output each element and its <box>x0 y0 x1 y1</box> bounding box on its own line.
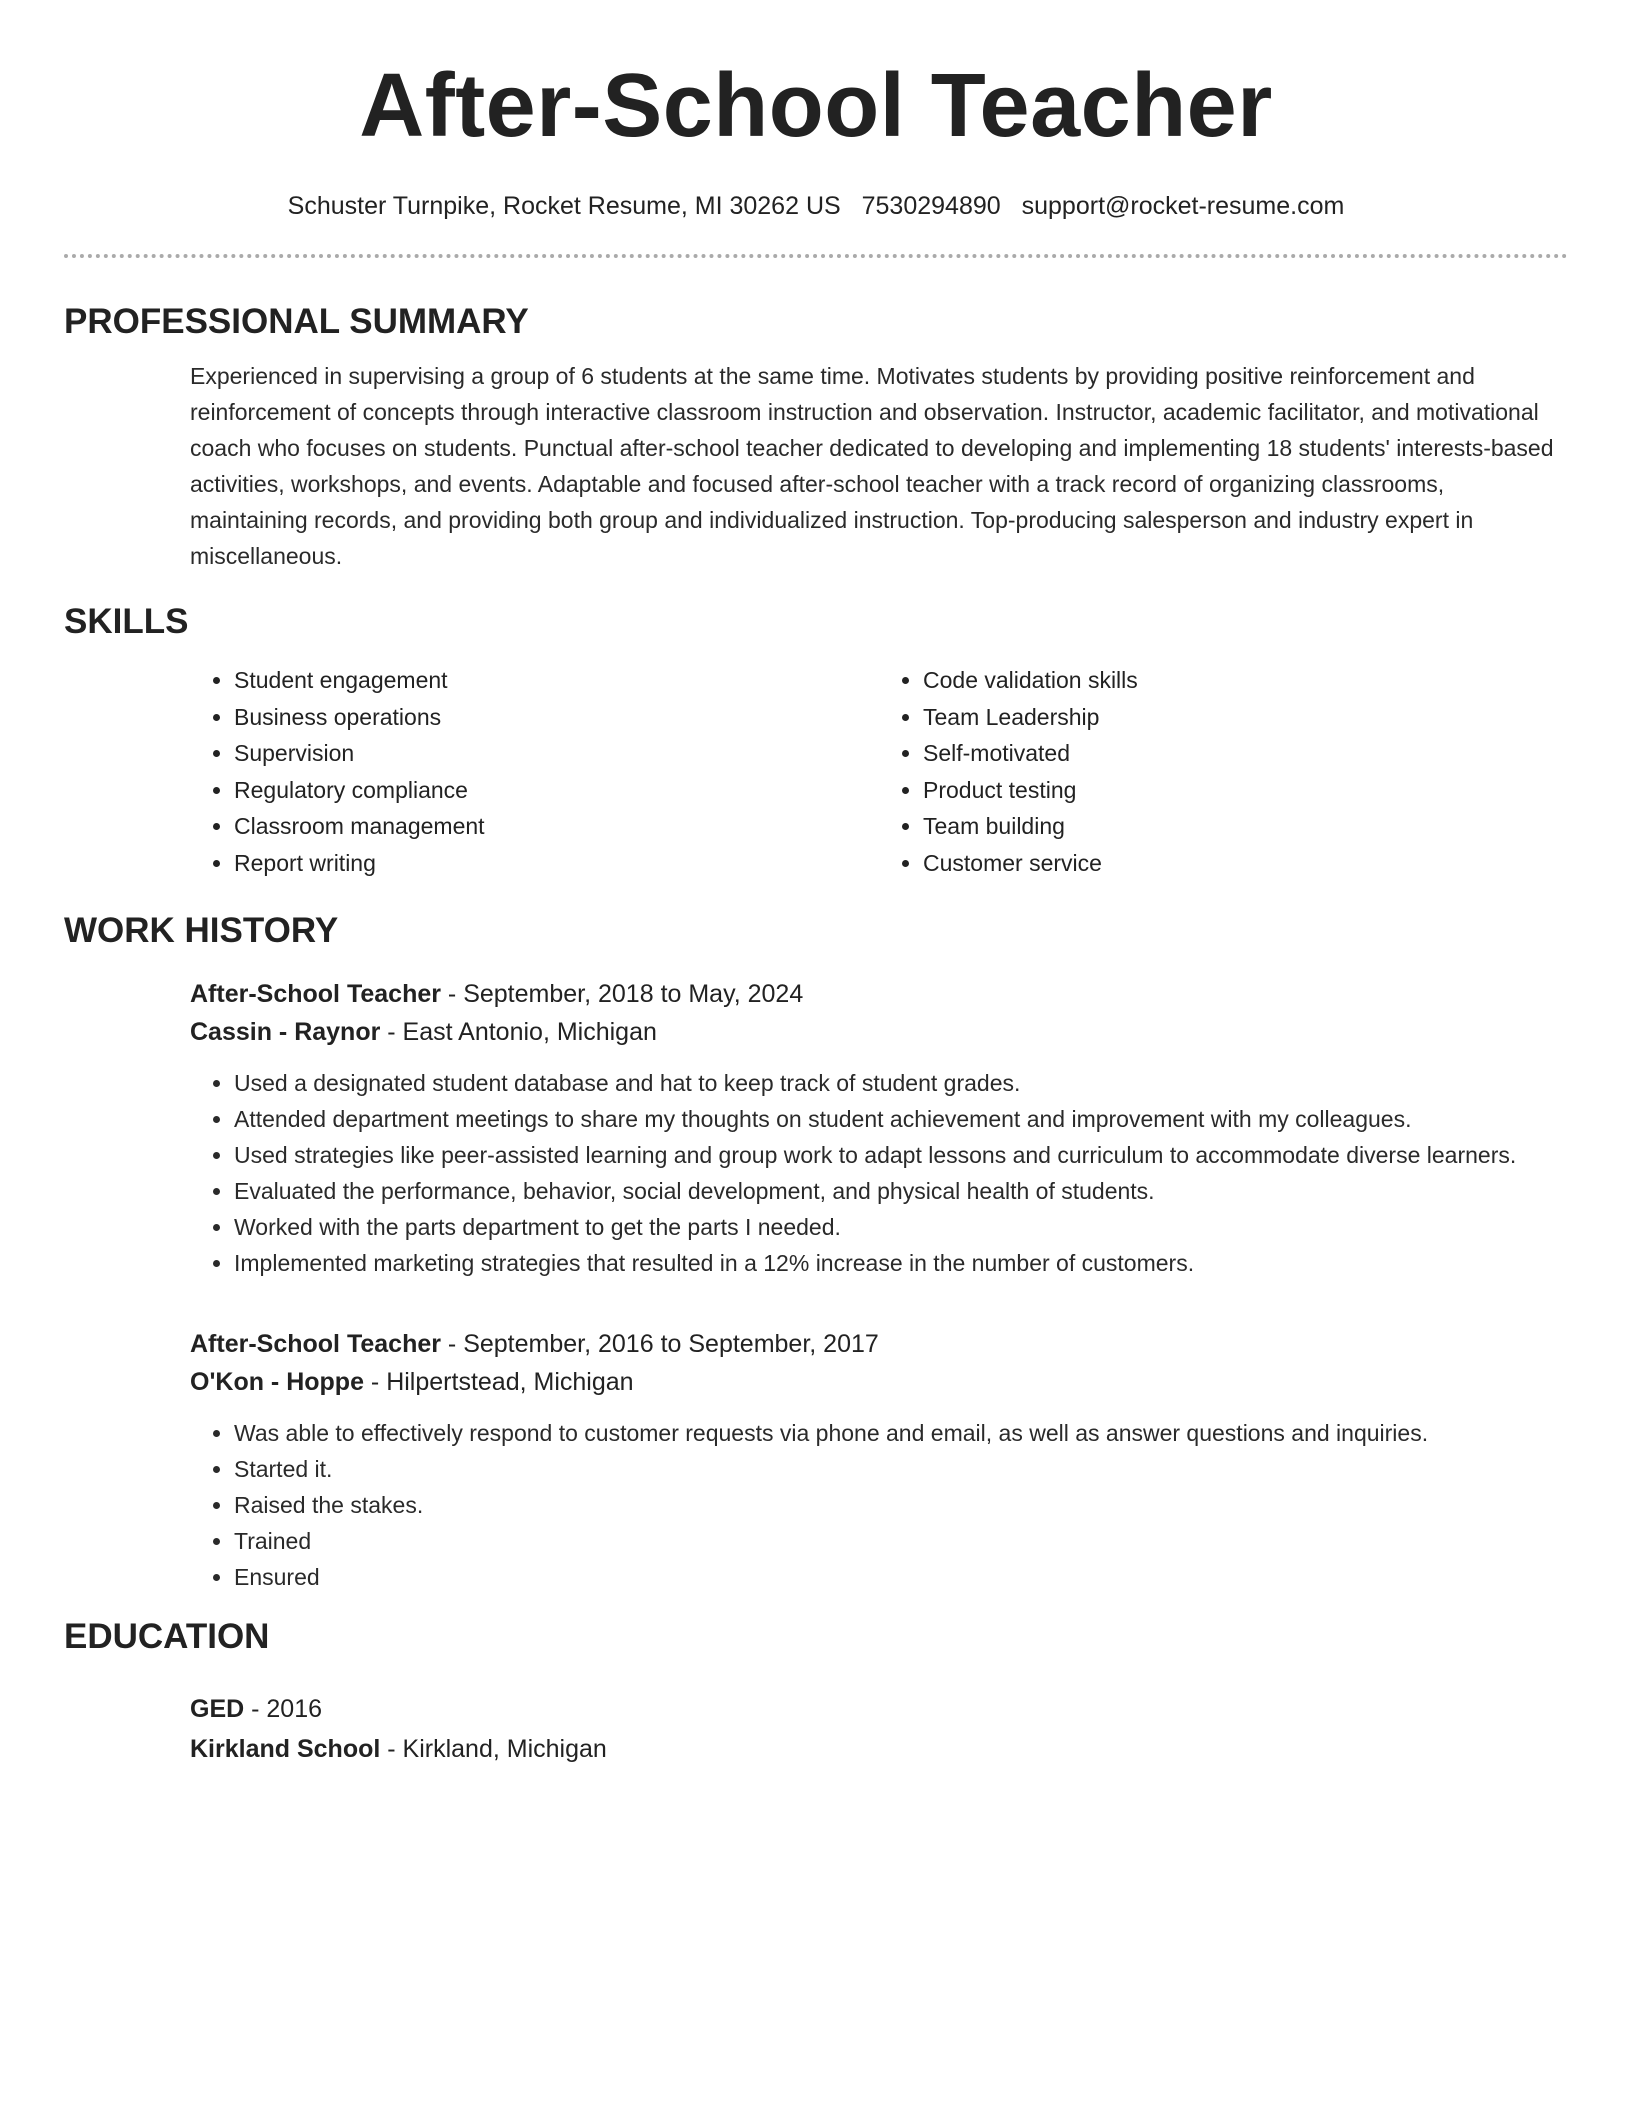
skills-column-right <box>879 662 1568 881</box>
education-heading: EDUCATION <box>64 1617 270 1656</box>
job-entry <box>190 975 1568 1281</box>
skill-item: • Customer service <box>923 845 1568 882</box>
skill-item: • Supervision <box>234 735 879 772</box>
job-bullet: • Ensured <box>234 1559 1568 1595</box>
job-dates: - September, 2018 to May, 2024 <box>440 980 804 1008</box>
job-bullet: • Raised the stakes. <box>234 1487 1568 1523</box>
job-bullet: • Was able to effectively respond to customer requests via phone and email, as well as answer questions and inquiries. <box>234 1415 1568 1451</box>
skill-item: • Classroom management <box>234 808 879 845</box>
skill-item: • Student engagement <box>234 662 879 699</box>
education-year: - 2016 <box>244 1695 323 1723</box>
skills-column-left <box>190 662 879 881</box>
job-entry <box>190 1325 1568 1595</box>
job-company-line <box>190 1363 1568 1401</box>
skills-heading: SKILLS <box>64 602 189 641</box>
job-bullet: • Started it. <box>234 1451 1568 1487</box>
job-bullet: • Attended department meetings to share my thoughts on student achievement and improvement with my colleagues. <box>234 1101 1568 1137</box>
work-history-heading: WORK HISTORY <box>64 911 339 950</box>
education-entry <box>190 1689 1568 1769</box>
job-company: O'Kon - Hoppe <box>190 1368 364 1396</box>
skill-item: • Business operations <box>234 699 879 736</box>
contact-line <box>64 190 1568 222</box>
skill-item: • Regulatory compliance <box>234 772 879 809</box>
job-dates: - September, 2016 to September, 2017 <box>440 1330 879 1358</box>
skill-item: • Self-motivated <box>923 735 1568 772</box>
job-company: Cassin - Raynor <box>190 1018 381 1046</box>
education-degree-line <box>190 1689 1568 1729</box>
education-school-line <box>190 1729 1568 1769</box>
job-bullet: • Worked with the parts department to get the parts I needed. <box>234 1209 1568 1245</box>
skills-list <box>190 662 1568 881</box>
job-title-line <box>190 975 1568 1013</box>
skill-item: • Report writing <box>234 845 879 882</box>
contact-address: Schuster Turnpike, Rocket Resume, MI 30262 US <box>287 192 841 220</box>
education-location: - Kirkland, Michigan <box>380 1735 607 1763</box>
job-bullet: • Used strategies like peer-assisted learning and group work to adapt lessons and curriculum to accommodate diverse learners. <box>234 1137 1568 1173</box>
summary-heading: PROFESSIONAL SUMMARY <box>64 302 529 341</box>
contact-phone: 7530294890 <box>861 192 1001 220</box>
job-bullets <box>190 1415 1568 1595</box>
header-divider <box>64 254 1568 258</box>
job-bullet: • Used a designated student database and hat to keep track of student grades. <box>234 1065 1568 1101</box>
skill-item: • Product testing <box>923 772 1568 809</box>
skill-item: • Code validation skills <box>923 662 1568 699</box>
skill-item: • Team Leadership <box>923 699 1568 736</box>
contact-email: support@rocket-resume.com <box>1021 192 1345 220</box>
job-title-line <box>190 1325 1568 1363</box>
job-bullet: • Trained <box>234 1523 1568 1559</box>
education-degree: GED <box>190 1695 245 1723</box>
job-bullet: • Implemented marketing strategies that resulted in a 12% increase in the number of customers. <box>234 1245 1568 1281</box>
job-location: - East Antonio, Michigan <box>380 1018 657 1046</box>
job-bullets <box>190 1065 1568 1281</box>
skill-item: • Team building <box>923 808 1568 845</box>
job-location: - Hilpertstead, Michigan <box>363 1368 634 1396</box>
job-role: After-School Teacher <box>190 1330 441 1358</box>
candidate-name: After-School Teacher <box>359 56 1273 156</box>
education-school: Kirkland School <box>190 1735 381 1763</box>
job-company-line <box>190 1013 1568 1051</box>
job-role: After-School Teacher <box>190 980 441 1008</box>
job-bullet: • Evaluated the performance, behavior, social development, and physical health of students. <box>234 1173 1568 1209</box>
summary-text: Experienced in supervising a group of 6 students at the same time. Motivates students by providing positive reinforcement and reinforcement of concepts through interactive classroom instruction and observation. Instructor, academic facilitator, and motivational coach who focuses on students. Punctual after-school teacher dedicated to developing and implementing 18 students' interests-based activities, workshops, and events. Adaptable and focused after-school teacher with a track record of organizing classrooms, maintaining records, and providing both group and individualized instruction. Top-producing salesperson and industry expert in miscellaneous. <box>190 363 1554 569</box>
